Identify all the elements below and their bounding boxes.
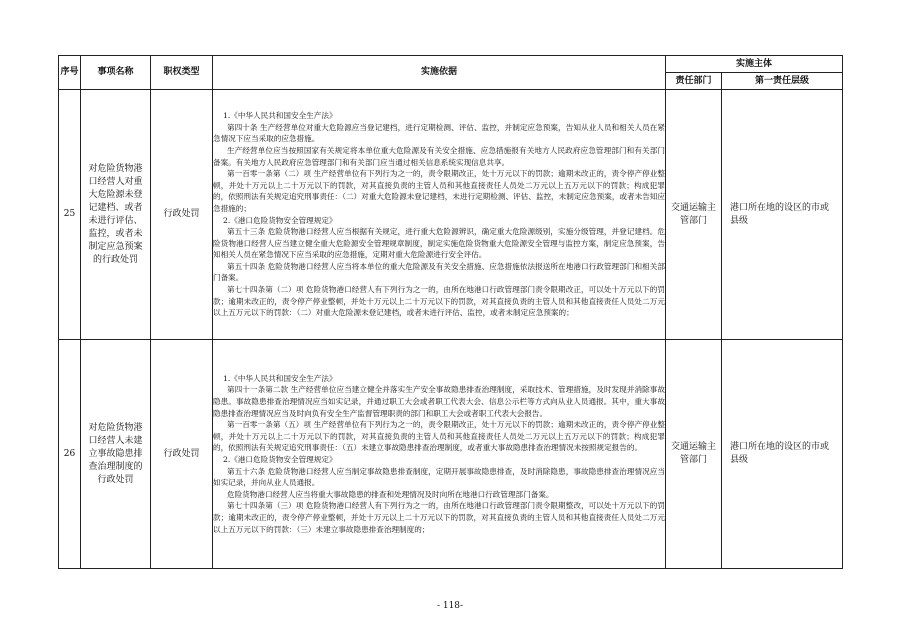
row-seq: 25	[59, 90, 81, 340]
header-dept: 责任部门	[666, 73, 722, 90]
header-seq: 序号	[59, 56, 81, 90]
row-power-type: 行政处罚	[151, 90, 213, 340]
basis-paragraph: 生产经营单位应当按照国家有关规定将本单位重大危险源及有关安全措施、应急措施报有关地方人民政府应急管理部门和有关部门备案。有关地方人民政府应急管理部门和有关部门应当通过相关信息系统实现信息共享。	[213, 145, 665, 167]
header-level: 第一责任层级	[722, 73, 843, 90]
basis-paragraph: 危险货物港口经营人应当将重大事故隐患的排查和处理情况及时向所在地港口行政管理部门备案。	[227, 489, 554, 499]
basis-paragraph: 第七十四条第（二）项 危险货物港口经营人有下列行为之一的，由所在地港口行政管理部门责令限期改正，可以处十万元以下的罚款；逾期未改正的，责令停产停业整顿，并处十万元以上二十万元以下的罚款，对其直接负责的主管人员和其他直接责任人员处二万元以上五万元以下的罚款：（二）对重大危险源未登记建档，或者未进行评估、监控，或者未制定应急预案的；	[213, 285, 665, 318]
row-level: 港口所在地的设区的市或县级	[722, 340, 843, 569]
basis-paragraph: 第五十三条 危险货物港口经营人应当根据有关规定，进行重大危险源辨识，确定重大危险源级别，实施分级管理，并登记建档。危险货物港口经营人应当建立健全重大危险源安全管理规章制度，制定实施危险货物重大危险源安全管理与监控方案，制定应急预案，告知相关人员在紧急情况下应当采取的应急措施，定期对重大危险源进行安全评估。	[213, 227, 665, 260]
table-row	[59, 90, 843, 340]
header-row-1	[59, 56, 843, 73]
row-basis	[213, 90, 666, 340]
row-basis	[213, 340, 666, 569]
basis-paragraph: 第四十一条第二款 生产经营单位应当建立健全并落实生产安全事故隐患排查治理制度，采取技术、管理措施，及时发现并消除事故隐患。事故隐患排查治理情况应当如实记录，并通过职工大会或者职工代表大会、信息公示栏等方式向从业人员通报。其中，重大事故隐患排查治理情况应当及时向负有安全生产监督管理职责的部门和职工大会或者职工代表大会报告。	[213, 385, 665, 418]
header-item-name: 事项名称	[81, 56, 151, 90]
basis-paragraph: 第一百零一条第（二）项 生产经营单位有下列行为之一的，责令限期改正，处十万元以下的罚款；逾期未改正的，责令停产停业整顿，并处十万元以上二十万元以下的罚款，对其直接负责的主管人员和其他直接责任人员处二万元以上五万元以下的罚款；构成犯罪的，依照刑法有关规定追究刑事责任：（二）对重大危险源未登记建档，未进行定期检测、评估、监控，未制定应急预案，或者未告知应急措施的；	[213, 169, 665, 213]
basis-paragraph: 第四十条 生产经营单位对重大危险源应当登记建档，进行定期检测、评估、监控，并制定应急预案，告知从业人员和相关人员在紧急情况下应当采取的应急措施。	[213, 122, 665, 144]
basis-paragraph: 第五十六条 危险货物港口经营人应当制定事故隐患排查制度，定期开展事故隐患排查，及时消除隐患，事故隐患排查治理情况应当如实记录，并向从业人员通报。	[213, 466, 665, 488]
basis-paragraph: 2.《港口危险货物安全管理规定》	[223, 455, 337, 464]
row-level: 港口所在地的设区的市或县级	[722, 90, 843, 340]
row-power-type: 行政处罚	[151, 340, 213, 569]
header-basis: 实施依据	[213, 56, 666, 90]
row-dept: 交通运输主管部门	[666, 90, 722, 340]
row-item-name: 对危险货物港口经营人对重大危险源未登记建档、或者未进行评估、监控，或者未制定应急预案的行政处罚	[81, 90, 151, 340]
table-row	[59, 340, 843, 569]
basis-paragraph: 1.《中华人民共和国安全生产法》	[223, 373, 337, 383]
page-number: - 118-	[436, 601, 464, 611]
row-item-name: 对危险货物港口经营人未建立事故隐患排查治理制度的行政处罚	[81, 340, 151, 569]
header-subject: 实施主体	[666, 56, 843, 73]
basis-paragraph: 2.《港口危险货物安全管理规定》	[223, 215, 337, 225]
row-dept: 交通运输主管部门	[666, 340, 722, 569]
header-power-type: 职权类型	[151, 56, 213, 90]
basis-paragraph: 第五十四条 危险货物港口经营人应当将本单位的重大危险源及有关安全措施、应急措施依法报送所在地港口行政管理部门和相关部门备案。	[213, 261, 665, 283]
row-seq: 26	[59, 340, 81, 569]
basis-paragraph: 第一百零一条第（五）项 生产经营单位有下列行为之一的，责令限期改正，处十万元以下的罚款；逾期未改正的，责令停产停业整顿，并处十万元以上二十万元以下的罚款，对其直接负责的主管人员和其他直接责任人员处二万元以上五万元以下的罚款；构成犯罪的，依照刑法有关规定追究刑事责任：（五）未建立事故隐患排查治理制度，或者重大事故隐患排查治理情况未按照规定报告的。	[213, 420, 665, 453]
basis-paragraph: 第七十四条第（三）项 危险货物港口经营人有下列行为之一的，由所在地港口行政管理部门责令限期整改，可以处十万元以下的罚款；逾期未改正的，责令停产停业整顿，并处十万元以上二十万元以下的罚款，对其直接负责的主管人员和其他直接责任人员处二万元以上五万元以下的罚款：（三）未建立事故隐患排查治理制度的；	[213, 501, 665, 534]
enforcement-table	[58, 55, 843, 569]
basis-paragraph: 1.《中华人民共和国安全生产法》	[223, 111, 337, 121]
